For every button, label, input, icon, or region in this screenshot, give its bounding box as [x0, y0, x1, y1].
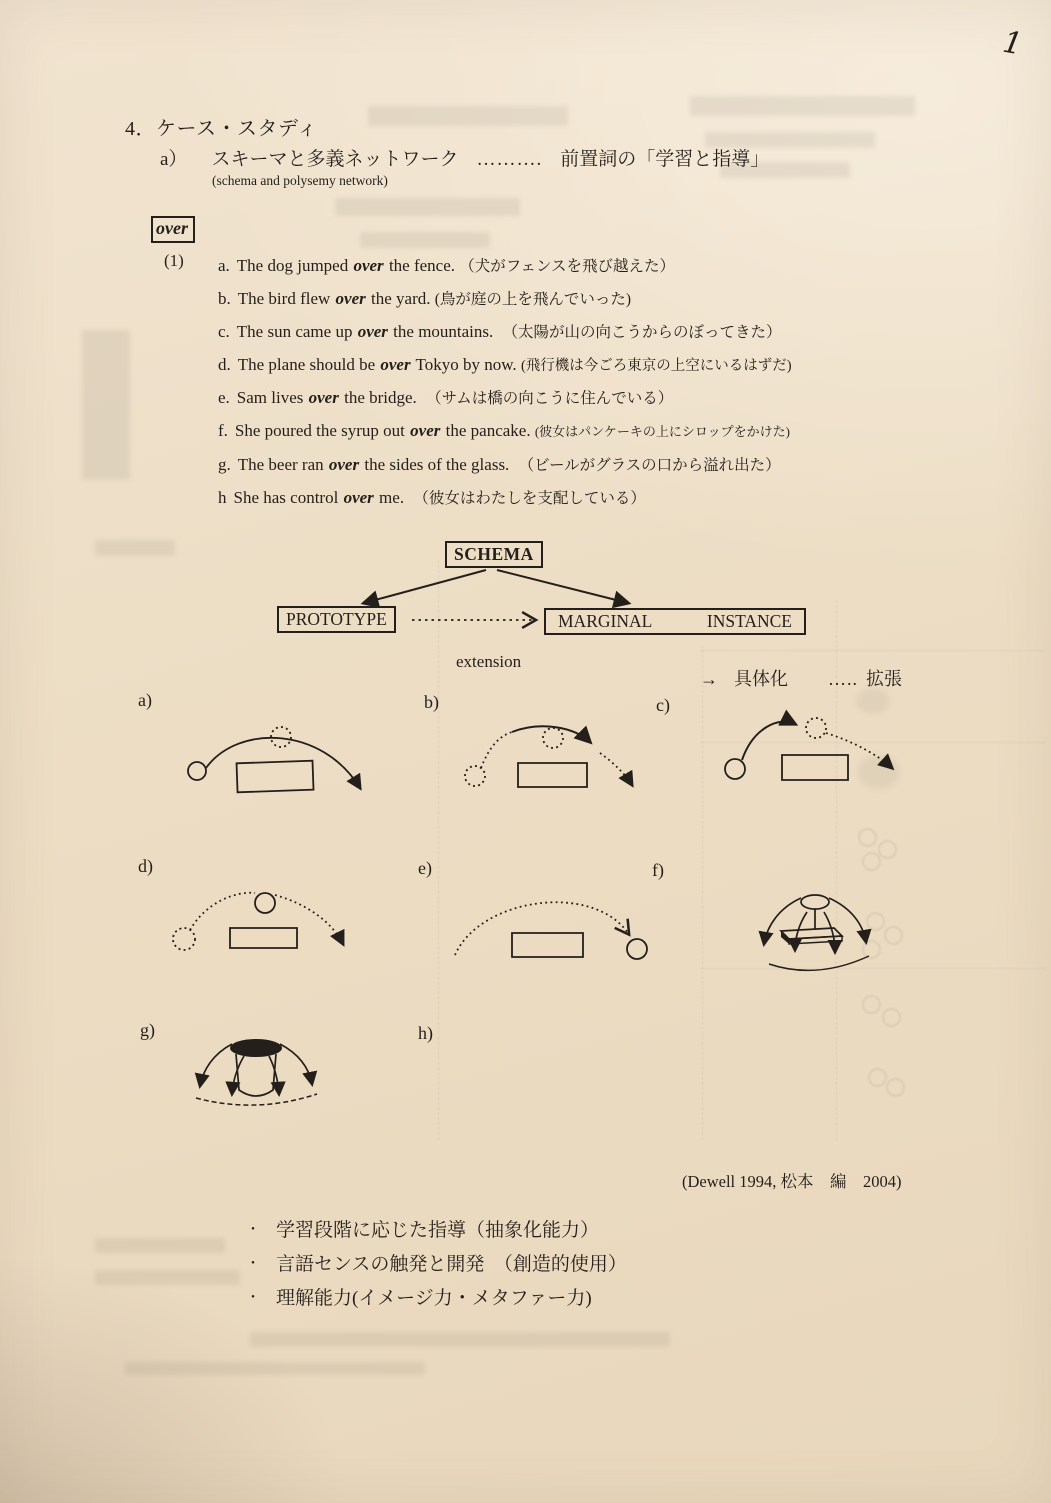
trajectory-arc	[206, 738, 360, 788]
sentence-japanese: （犬がフェンスを飛び越えた）	[459, 258, 676, 275]
sentence-letter: e.	[218, 388, 230, 408]
marginal-label: MARGINAL	[558, 611, 653, 631]
sentence-japanese: (彼女はパンケーキの上にシロップをかけた)	[534, 424, 790, 440]
trajectory-arc-dotted	[275, 895, 343, 944]
bullet-marker-icon: ・	[246, 1223, 260, 1238]
example-sentence	[218, 481, 1048, 514]
bullet-item: ・ 学習段階に応じた指導（抽象化能力）	[246, 1220, 600, 1241]
landmark-rect	[512, 933, 583, 957]
schema-box: SCHEMA	[445, 541, 543, 568]
subsection-suffix: 前置詞の「学習と指導」	[560, 149, 770, 170]
ground-arc	[769, 956, 869, 970]
overflow-arc	[200, 1044, 232, 1086]
sentence-english: She has control over me.	[233, 487, 405, 507]
prototype-box: PROTOTYPE	[277, 606, 396, 633]
sentence-english: The sun came up over the mountains.	[236, 322, 494, 342]
bullet-list	[246, 1214, 627, 1316]
example-sentence	[218, 448, 1048, 481]
over-word: over	[343, 487, 374, 507]
landmark-rect	[230, 928, 297, 948]
example-sentence	[218, 315, 1048, 348]
instance-label: INSTANCE	[706, 611, 792, 631]
diagram-c	[715, 712, 910, 797]
sentence-japanese: （ビールがグラスの口から溢れ出た）	[526, 456, 781, 474]
trajectory-arc-dotted	[600, 753, 632, 785]
diagram-d	[162, 882, 362, 962]
liquid-top-ellipse	[230, 1039, 282, 1057]
legend-dots: …..	[828, 669, 858, 689]
trajectory-arc-dotted	[190, 893, 255, 930]
sentence-japanese: (飛行機は今ごろ東京の上空にいるはずだ)	[520, 358, 792, 375]
trajector-circle	[255, 893, 275, 913]
schema-legend	[700, 665, 902, 691]
diagram-g	[186, 1032, 331, 1114]
example-sentence	[218, 249, 1048, 282]
sentence-letter: g.	[218, 454, 231, 474]
sentence-english: The beer ran over the sides of the glass.	[237, 454, 510, 474]
diagram-label-g: g)	[140, 1020, 155, 1040]
trajectory-arc-dotted	[826, 733, 892, 768]
sentence-english: The plane should be over Tokyo by now.	[237, 355, 521, 375]
diagram-a	[160, 718, 370, 803]
sentence-japanese: （彼女はわたしを支配している）	[421, 489, 646, 507]
subsection-translation: (schema and polysemy network)	[212, 173, 388, 188]
marginal-instance-box	[544, 608, 806, 635]
trajector-circle	[188, 762, 206, 780]
trajectory-arc-dotted	[455, 902, 628, 955]
sentence-japanese: （太陽が山の向こうからのぼってきた）	[510, 324, 782, 342]
example-sentence	[218, 381, 1048, 414]
trajector-ghost-circle	[465, 766, 485, 786]
diagram-label-f: f)	[652, 860, 664, 880]
keyword-box: over	[151, 216, 195, 243]
diagram-label-a: a)	[138, 690, 152, 710]
bullet-marker-icon: ・	[246, 1291, 260, 1306]
over-word: over	[328, 454, 360, 474]
sentence-letter: f.	[218, 421, 228, 441]
sentence-letter: a.	[218, 256, 230, 275]
examples-list	[218, 249, 1048, 514]
source-ellipse	[801, 895, 829, 909]
over-word: over	[410, 421, 441, 441]
sentence-japanese: (鳥が庭の上を飛んでいった)	[434, 291, 632, 309]
trajector-ghost-circle	[543, 728, 563, 748]
diagram-e	[442, 888, 657, 963]
example-group-label: (1)	[164, 251, 184, 270]
diagram-label-h: h)	[418, 1023, 433, 1043]
sentence-letter: d.	[218, 355, 231, 375]
page-number: 1	[1000, 24, 1025, 63]
flow-arc	[829, 898, 866, 942]
subsection-title: スキーマと多義ネットワーク	[211, 149, 459, 170]
overflow-arc	[280, 1044, 312, 1084]
legend-concretization: 具体化	[734, 669, 788, 689]
right-arrow-icon: →	[700, 669, 718, 689]
over-word: over	[353, 256, 384, 275]
subsection-line	[160, 144, 769, 171]
diagram-label-b: b)	[424, 692, 439, 712]
trajector-circle	[725, 759, 745, 779]
diagram-label-c: c)	[656, 695, 670, 715]
diagram-label-d: d)	[138, 856, 153, 876]
diagram-b	[440, 715, 645, 800]
bullet-marker-icon: ・	[246, 1257, 260, 1272]
landmark-rect	[782, 755, 848, 780]
sentence-english: The dog jumped over the fence.	[236, 256, 456, 275]
sentence-english: The bird flew over the yard.	[237, 289, 435, 309]
bullet-item: ・ 理解能力(イメージ力・メタファー力)	[246, 1288, 592, 1309]
sentence-english: Sam lives over the bridge.	[236, 388, 417, 408]
sentence-japanese: （サムは橋の向こうに住んでいる）	[433, 390, 674, 408]
trajectory-arc-solid	[512, 726, 590, 742]
over-word: over	[357, 322, 388, 342]
leader-dots: ……….	[476, 149, 543, 170]
landmark-rect	[518, 763, 587, 787]
legend-extension: 拡張	[866, 669, 902, 689]
over-word: over	[380, 355, 411, 375]
section-title: 4．ケース・スタディ	[125, 118, 318, 140]
bullet-item: ・ 言語センスの触発と開発 （創造的使用）	[246, 1254, 627, 1275]
over-word: over	[335, 289, 366, 309]
citation: (Dewell 1994, 松本 編 2004)	[682, 1172, 902, 1191]
example-sentence	[218, 414, 1048, 447]
subsection-label: a）	[160, 149, 188, 170]
diagram-label-e: e)	[418, 858, 432, 878]
trajector-ghost-circle	[806, 718, 826, 738]
sentence-letter: h	[218, 487, 227, 507]
over-word: over	[308, 388, 339, 408]
example-sentence	[218, 348, 1048, 381]
sentence-letter: c.	[218, 322, 230, 342]
trajector-ghost-circle	[173, 928, 195, 950]
extension-label: extension	[456, 652, 522, 671]
flow-arc	[824, 912, 835, 952]
example-sentence	[218, 282, 1048, 315]
diagram-f	[745, 888, 895, 983]
trajectory-arc-dotted	[481, 732, 512, 768]
trajector-circle	[627, 939, 647, 959]
sentence-letter: b.	[218, 289, 231, 309]
sentence-english: She poured the syrup out over the pancake.	[234, 421, 535, 441]
landmark-rect	[237, 761, 314, 793]
